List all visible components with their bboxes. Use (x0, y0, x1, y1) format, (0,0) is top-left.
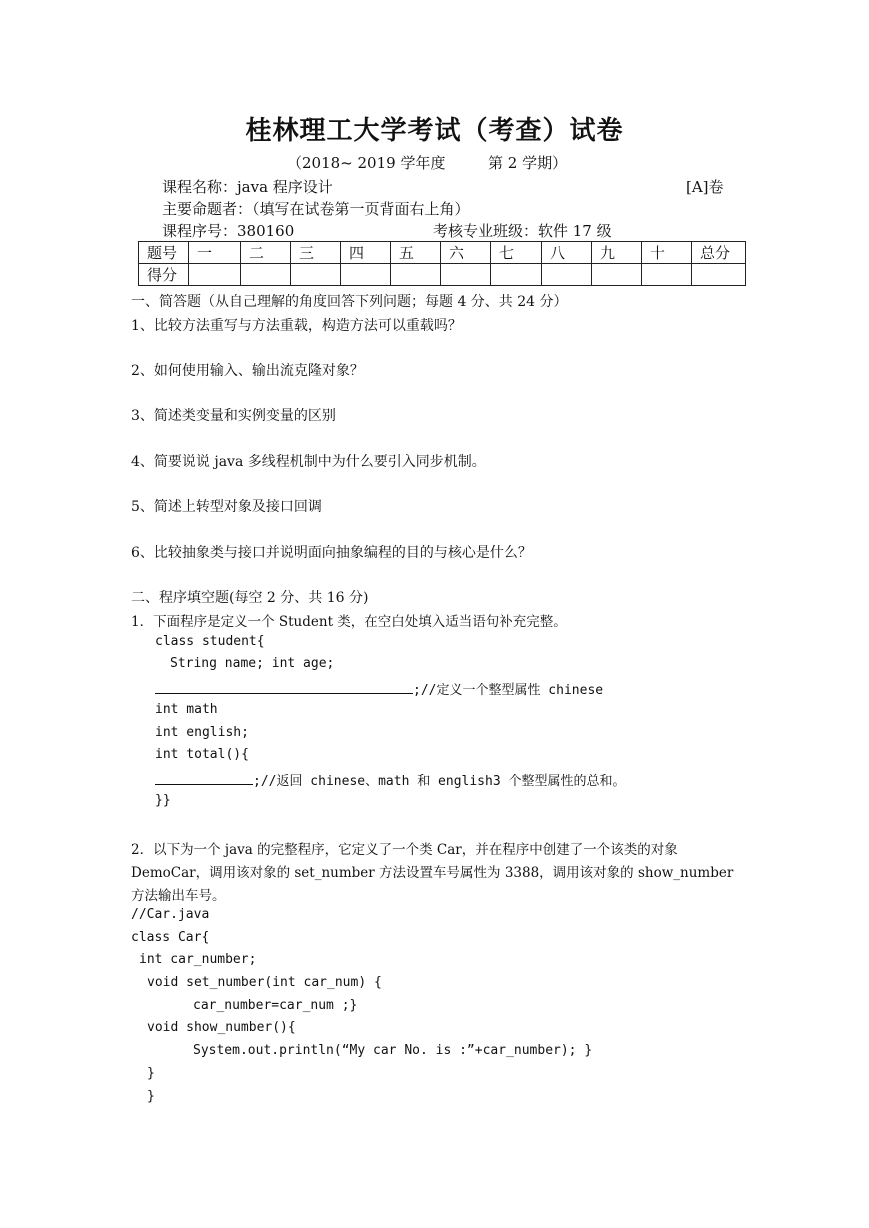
course-number: 课程序号：380160 (162, 222, 295, 240)
term: 第 2 学期） (488, 154, 568, 172)
code-line: void set_number(int car_num) { (147, 975, 382, 990)
score-cell[interactable] (341, 264, 391, 286)
score-cell[interactable] (692, 264, 746, 286)
code-line: int total(){ (155, 747, 249, 762)
score-table (138, 241, 746, 286)
score-cell[interactable] (491, 264, 542, 286)
code-line-with-blank (155, 679, 603, 698)
score-header-cell: 六 (441, 242, 491, 264)
question-5: 5、简述上转型对象及接口回调 (131, 499, 322, 515)
code-line: int car_number; (139, 952, 257, 967)
score-header-cell: 四 (341, 242, 391, 264)
score-header-cell: 总分 (692, 242, 746, 264)
score-cell[interactable] (291, 264, 341, 286)
question-author: 主要命题者：（填写在试卷第一页背面右上角） (162, 200, 470, 218)
code-line: } (147, 1089, 155, 1104)
fill-question-1-intro: 1．下面程序是定义一个 Student 类，在空白处填入适当语句补充完整。 (131, 614, 567, 630)
code-comment: ;//定义一个整型属性 chinese (413, 683, 604, 698)
code-line-with-blank (155, 770, 626, 789)
score-header-cell: 三 (291, 242, 341, 264)
paper-type: [A]卷 (686, 178, 724, 196)
fill-question-2-intro: DemoCar，调用该对象的 set_number 方法设置车号属性为 3388，调用该对象的 show_number (131, 865, 734, 881)
fill-question-2-intro: 2．以下为一个 java 的完整程序，它定义了一个类 Car，并在程序中创建了一个该类的对象 (131, 842, 678, 858)
question-1: 1、比较方法重写与方法重载，构造方法可以重载吗？ (131, 318, 462, 334)
score-cell[interactable] (241, 264, 291, 286)
score-header-cell: 五 (391, 242, 441, 264)
score-cell[interactable] (642, 264, 692, 286)
answer-blank-chinese[interactable] (155, 681, 413, 694)
score-cell[interactable] (189, 264, 241, 286)
section2-heading: 二、程序填空题(每空 2 分、共 16 分) (131, 590, 369, 606)
score-header-cell: 八 (542, 242, 592, 264)
score-table-score-row (139, 264, 746, 286)
code-line: class Car{ (131, 930, 210, 945)
score-cell[interactable] (592, 264, 642, 286)
code-line: void show_number(){ (147, 1020, 296, 1035)
question-6: 6、比较抽象类与接口并说明面向抽象编程的目的与核心是什么？ (131, 545, 532, 561)
score-cell[interactable] (441, 264, 491, 286)
code-line: car_number=car_num ;} (193, 998, 358, 1013)
fill-question-2-intro: 方法输出车号。 (131, 888, 226, 904)
code-line: }} (155, 793, 171, 808)
course-name: 课程名称：java 程序设计 (162, 178, 333, 196)
code-line: } (147, 1066, 155, 1081)
code-line: int english; (155, 725, 249, 740)
major-class: 考核专业班级：软件 17 级 (433, 222, 612, 240)
score-header-cell: 二 (241, 242, 291, 264)
code-line: class student{ (155, 634, 265, 649)
score-header-cell: 十 (642, 242, 692, 264)
score-table-header-row (139, 242, 746, 264)
code-line: int math (155, 702, 218, 717)
score-cell[interactable] (391, 264, 441, 286)
exam-title: 桂林理工大学考试（考查）试卷 (245, 116, 624, 146)
score-row-label: 得分 (139, 264, 189, 286)
score-header-cell: 九 (592, 242, 642, 264)
score-cell[interactable] (542, 264, 592, 286)
academic-year: （2018~ 2019 学年度 (287, 154, 446, 172)
answer-blank-total[interactable] (155, 772, 253, 785)
score-header-cell: 题号 (139, 242, 189, 264)
question-4: 4、简要说说 java 多线程机制中为什么要引入同步机制。 (131, 454, 486, 470)
score-header-cell: 七 (491, 242, 542, 264)
question-2: 2、如何使用输入、输出流克隆对象？ (131, 363, 364, 379)
code-comment: ;//返回 chinese、math 和 english3 个整型属性的总和。 (253, 774, 626, 789)
code-line: System.out.println(“My car No. is :”+car_number); } (193, 1043, 593, 1058)
question-3: 3、简述类变量和实例变量的区别 (131, 408, 336, 424)
code-line: //Car.java (131, 907, 210, 922)
score-header-cell: 一 (189, 242, 241, 264)
section1-heading: 一、简答题（从自己理解的角度回答下列问题；每题 4 分、共 24 分） (131, 294, 568, 310)
code-line: String name; int age; (170, 656, 335, 671)
